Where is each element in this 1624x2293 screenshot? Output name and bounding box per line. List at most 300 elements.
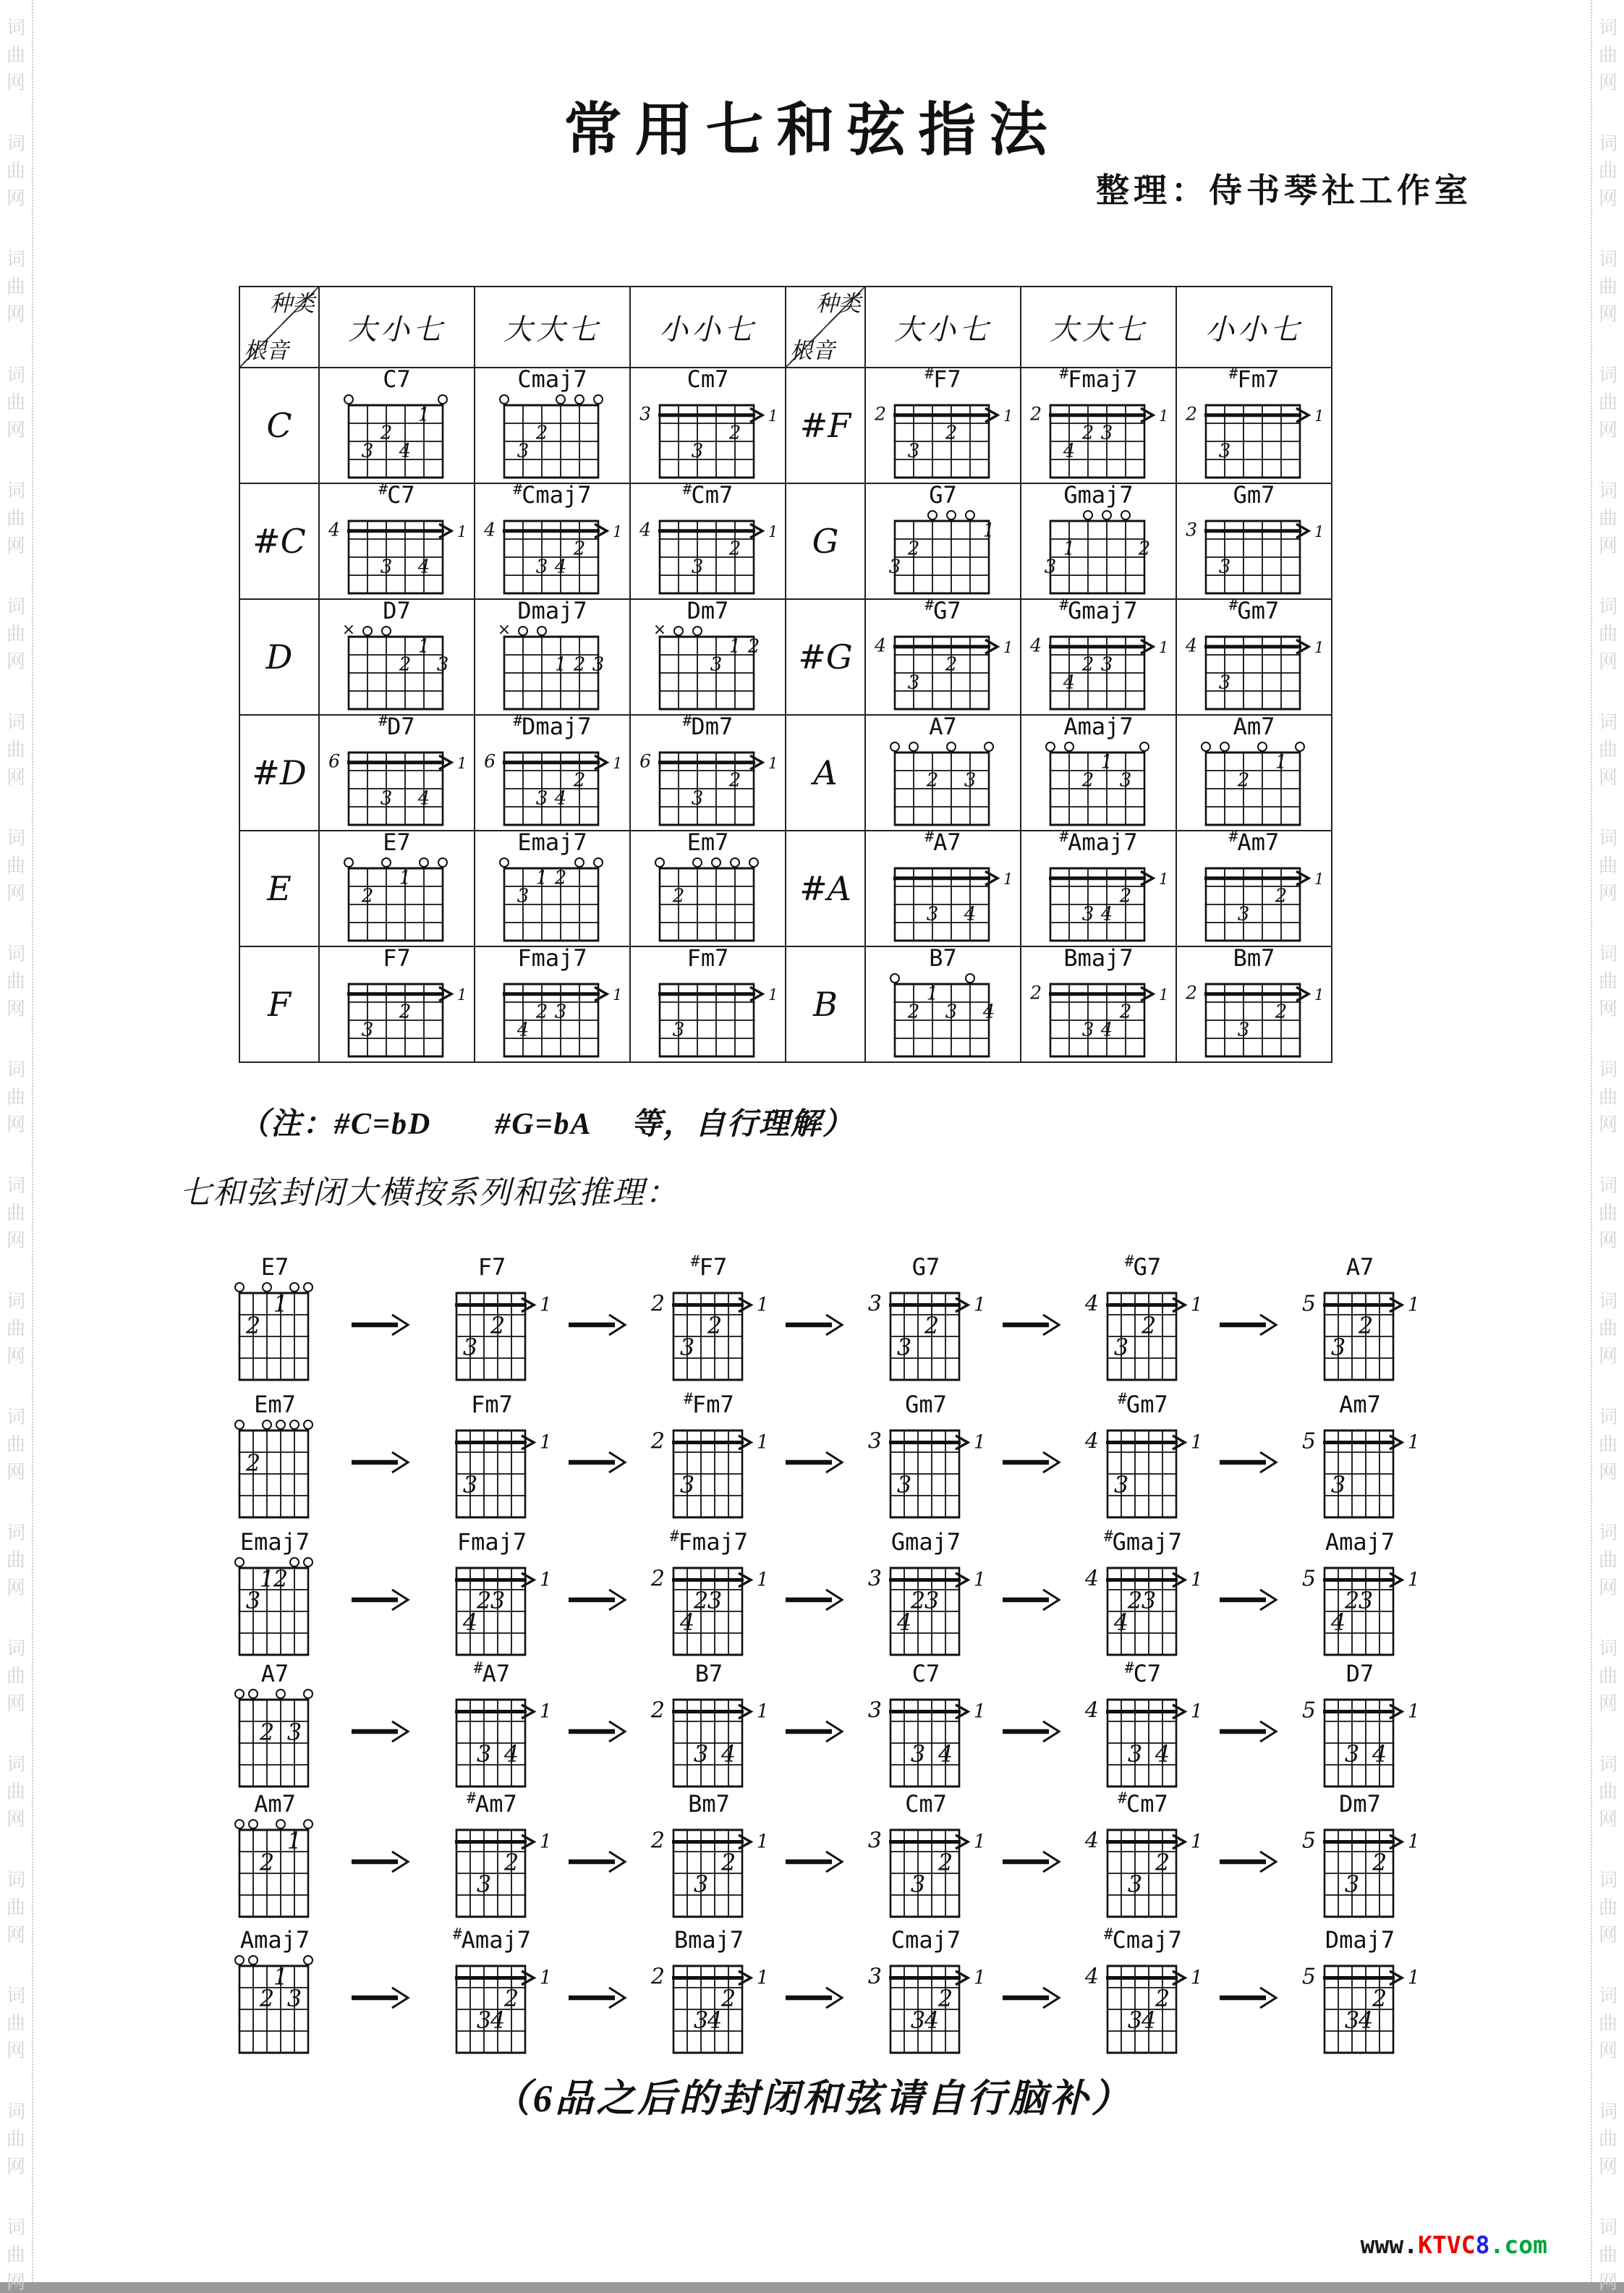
svg-text:1: 1	[1407, 1294, 1420, 1316]
chord-diagram	[475, 855, 630, 946]
edge-watermark-char: 网	[1598, 1693, 1617, 1714]
chord-block	[645, 1390, 774, 1523]
chord-cell	[320, 828, 475, 947]
chord-block	[1079, 1527, 1208, 1661]
chord-cell	[475, 828, 631, 947]
svg-text:2: 2	[650, 1828, 665, 1854]
chord-name: #Gmaj7	[1059, 596, 1138, 625]
edge-watermark-right	[1591, 0, 1624, 2293]
chord-cell	[1021, 713, 1177, 831]
edge-watermark-char: 曲	[6, 855, 25, 876]
edge-watermark-char: 曲	[6, 971, 25, 992]
series-arrow	[347, 1587, 420, 1613]
chord-name: Amaj7	[1325, 1528, 1395, 1556]
svg-text:3: 3	[926, 903, 938, 925]
svg-text:4: 4	[1029, 635, 1042, 656]
arrow-icon	[566, 1985, 635, 2011]
chord-block	[1021, 483, 1176, 599]
chord-diagram	[211, 1555, 340, 1661]
svg-text:1: 1	[1003, 407, 1013, 425]
table-corner-cell	[240, 287, 320, 368]
svg-text:1: 1	[1158, 986, 1168, 1004]
svg-text:1: 1	[539, 1831, 552, 1853]
edge-watermark-char: 曲	[6, 2129, 25, 2150]
svg-text:3: 3	[691, 440, 703, 462]
chord-name: #Gm7	[1228, 596, 1280, 625]
chord-cell	[1177, 481, 1332, 600]
svg-text:4: 4	[639, 519, 651, 541]
svg-text:4: 4	[554, 787, 566, 810]
svg-text:5: 5	[1301, 1828, 1316, 1854]
chord-diagram	[428, 1280, 557, 1386]
chord-diagram	[1177, 508, 1332, 599]
svg-text:3: 3	[1119, 769, 1131, 792]
chord-block	[320, 828, 475, 946]
sharp-sign: #	[1059, 365, 1069, 383]
svg-text:1: 1	[612, 754, 622, 772]
chord-diagram	[645, 1555, 774, 1661]
svg-text:1: 1	[768, 986, 778, 1004]
chord-block	[211, 1393, 340, 1523]
chord-name: Gm7	[1233, 481, 1275, 509]
svg-text:3: 3	[672, 1019, 684, 1041]
edge-watermark-char: 词	[6, 1407, 25, 1428]
chord-diagram	[1079, 1687, 1208, 1792]
chord-diagram	[645, 1817, 774, 1923]
svg-text:1: 1	[273, 1962, 288, 1991]
svg-text:2: 2	[1127, 1586, 1142, 1614]
edge-watermark-char: 网	[1598, 188, 1617, 209]
chord-diagram	[631, 392, 786, 483]
svg-text:3: 3	[380, 556, 392, 578]
svg-text:3: 3	[964, 769, 976, 792]
svg-text:3: 3	[516, 885, 529, 907]
edge-watermark-char: 网	[6, 2040, 25, 2061]
svg-text:3: 3	[1113, 1470, 1128, 1499]
chord-name: D7	[383, 597, 411, 625]
chord-block	[631, 480, 786, 599]
chord-diagram	[645, 1417, 774, 1523]
edge-watermark-char: 词	[1598, 1870, 1617, 1891]
chord-diagram	[475, 971, 630, 1062]
chord-block	[866, 483, 1021, 599]
edge-watermark-char: 曲	[1598, 1666, 1617, 1687]
arrow-icon	[783, 1312, 852, 1338]
svg-text:1: 1	[1190, 1831, 1203, 1853]
svg-text:3: 3	[476, 2006, 491, 2034]
chord-block	[1296, 1928, 1425, 2059]
chord-name: Fm7	[471, 1391, 513, 1418]
svg-text:3: 3	[907, 440, 919, 462]
chord-diagram	[320, 508, 475, 599]
chord-diagram	[320, 971, 475, 1062]
chord-block	[428, 1393, 557, 1523]
chord-name: B7	[694, 1660, 723, 1687]
svg-text:4: 4	[1063, 671, 1075, 694]
edge-watermark-char: 曲	[6, 1318, 25, 1339]
series-arrow	[1215, 1312, 1288, 1338]
chord-block	[1079, 1789, 1208, 1923]
edge-watermark-char: 网	[6, 304, 25, 325]
chord-cell	[631, 597, 786, 716]
series-chord	[203, 1792, 347, 1923]
svg-text:1: 1	[756, 1967, 769, 1989]
svg-text:2: 2	[1155, 1984, 1170, 2012]
svg-text:2: 2	[399, 653, 411, 676]
chord-cell	[866, 365, 1021, 484]
edge-watermark-char: 词	[6, 1059, 25, 1080]
edge-watermark-char: 词	[1598, 712, 1617, 733]
chord-block	[1079, 1925, 1208, 2059]
svg-text:4: 4	[417, 787, 430, 810]
svg-text:3: 3	[867, 1428, 882, 1454]
svg-text:3: 3	[679, 1333, 694, 1361]
svg-text:2: 2	[924, 1311, 939, 1339]
svg-text:4: 4	[874, 635, 886, 656]
svg-text:4: 4	[1084, 1828, 1099, 1854]
edge-watermark-char: 网	[6, 188, 25, 209]
sharp-sign: #	[1104, 1527, 1113, 1545]
chord-cell	[1021, 481, 1177, 600]
arrow-icon	[349, 1312, 418, 1338]
svg-text:3: 3	[1344, 1870, 1359, 1898]
chord-cell	[631, 365, 786, 484]
edge-watermark-char: 词	[6, 365, 25, 386]
svg-text:4: 4	[516, 1019, 529, 1041]
svg-text:5: 5	[1301, 1698, 1316, 1724]
series-arrow	[998, 1985, 1071, 2011]
svg-text:2: 2	[707, 1311, 722, 1339]
edge-watermark-char: 词	[6, 1985, 25, 2006]
sharp-sign: #	[1124, 1659, 1134, 1677]
chord-name: Fmaj7	[517, 944, 587, 972]
root-cell: #G	[786, 600, 866, 716]
sharp-sign: #	[684, 1390, 693, 1407]
series-chord	[420, 1530, 564, 1661]
series-arrow	[347, 1312, 420, 1338]
edge-watermark-char: 曲	[1598, 1897, 1617, 1918]
svg-text:2: 2	[259, 1848, 274, 1876]
svg-text:3: 3	[896, 1470, 911, 1499]
series-arrow	[1215, 1849, 1288, 1875]
svg-text:1: 1	[1003, 638, 1013, 656]
svg-text:1: 1	[1314, 522, 1324, 541]
svg-text:3: 3	[707, 1586, 722, 1614]
chord-block	[645, 1928, 774, 2059]
series-arrow	[1215, 1985, 1288, 2011]
arrow-icon	[1217, 1849, 1286, 1875]
watermark-segment: .com	[1489, 2231, 1547, 2259]
edge-watermark-char: 词	[1598, 1175, 1617, 1196]
svg-text:3: 3	[1081, 1019, 1094, 1041]
root-cell: #D	[240, 716, 320, 831]
svg-text:3: 3	[1237, 903, 1249, 925]
chord-block	[631, 828, 786, 946]
edge-watermark-char: 曲	[1598, 1550, 1617, 1571]
edge-watermark-char: 曲	[1598, 624, 1617, 645]
chord-block	[866, 715, 1021, 831]
chord-diagram	[475, 620, 630, 715]
svg-text:4: 4	[483, 519, 496, 541]
svg-text:1: 1	[535, 867, 548, 889]
chord-diagram	[645, 1953, 774, 2059]
chord-name: Cm7	[686, 365, 729, 394]
chord-cell	[475, 597, 631, 716]
svg-text:1: 1	[1003, 870, 1013, 888]
edge-watermark-char: 词	[6, 1291, 25, 1312]
chord-name: #F7	[690, 1253, 728, 1281]
svg-text:1: 1	[417, 635, 430, 658]
svg-text:2: 2	[1185, 403, 1197, 425]
chord-block	[1296, 1662, 1425, 1792]
svg-text:4: 4	[1185, 635, 1197, 656]
chord-diagram	[866, 508, 1021, 599]
svg-text:3: 3	[554, 1001, 566, 1023]
svg-text:4: 4	[964, 903, 976, 925]
svg-text:1: 1	[1407, 1431, 1420, 1454]
chord-diagram	[1021, 971, 1176, 1062]
edge-watermark-char: 曲	[1598, 508, 1617, 529]
chord-block	[1296, 1792, 1425, 1923]
sharp-sign: #	[1228, 828, 1238, 846]
svg-text:4: 4	[1141, 2006, 1156, 2034]
chord-diagram	[428, 1555, 557, 1661]
svg-text:2: 2	[573, 769, 585, 792]
chord-diagram	[862, 1417, 991, 1523]
arrow-icon	[783, 1718, 852, 1745]
chord-diagram	[866, 971, 1021, 1062]
chord-block	[1177, 828, 1332, 946]
svg-text:3: 3	[924, 1586, 939, 1614]
chord-name: #F7	[924, 365, 961, 394]
edge-watermark-char: 词	[1598, 1522, 1617, 1543]
chord-block	[475, 480, 630, 599]
edge-watermark-char: 词	[6, 249, 25, 270]
edge-watermark-char: 曲	[6, 1087, 25, 1108]
svg-text:2: 2	[938, 1984, 953, 2012]
series-arrow	[998, 1449, 1071, 1475]
svg-text:1: 1	[973, 1569, 986, 1591]
chord-block	[631, 599, 786, 715]
svg-text:4: 4	[1084, 1566, 1099, 1592]
chord-cell	[631, 480, 786, 600]
chord-name: Am7	[1339, 1391, 1381, 1418]
arrow-icon	[566, 1312, 635, 1338]
svg-text:3: 3	[867, 1698, 882, 1724]
edge-watermark-char: 网	[6, 767, 25, 788]
edge-watermark-char: 曲	[1598, 1434, 1617, 1455]
svg-text:2: 2	[1344, 1586, 1359, 1614]
svg-text:4: 4	[1084, 1291, 1099, 1317]
svg-text:1: 1	[756, 1700, 769, 1723]
series-chord	[420, 1255, 564, 1386]
root-cell: #C	[240, 484, 320, 600]
arrow-icon	[1217, 1985, 1286, 2011]
chord-block	[862, 1792, 991, 1923]
chord-block	[1021, 596, 1176, 715]
chord-diagram	[428, 1953, 557, 2059]
chord-diagram	[631, 971, 786, 1062]
series-arrow	[998, 1718, 1071, 1745]
edge-watermark-char: 网	[1598, 651, 1617, 672]
svg-text:2: 2	[874, 403, 886, 425]
svg-text:3: 3	[462, 1333, 477, 1361]
chord-diagram	[631, 620, 786, 715]
chord-block	[1177, 483, 1332, 599]
series-arrow	[347, 1449, 420, 1475]
svg-text:1: 1	[456, 986, 467, 1004]
byline: 整理：侍书琴社工作室	[1096, 171, 1472, 209]
svg-text:3: 3	[286, 1984, 302, 2012]
chord-block	[211, 1928, 340, 2059]
svg-text:4: 4	[938, 1739, 953, 1768]
edge-watermark-char: 网	[1598, 2272, 1617, 2293]
chord-cell	[866, 828, 1021, 947]
edge-watermark-char: 曲	[6, 508, 25, 529]
sharp-sign: #	[473, 1659, 483, 1677]
svg-text:2: 2	[399, 1001, 411, 1023]
svg-text:1: 1	[612, 522, 622, 541]
edge-watermark-char: 网	[6, 1577, 25, 1598]
svg-text:2: 2	[945, 653, 957, 676]
svg-text:3: 3	[1081, 903, 1094, 925]
chord-diagram	[211, 1953, 340, 2059]
svg-text:3: 3	[1127, 1739, 1142, 1768]
chord-cell	[320, 480, 475, 600]
series-chord	[420, 1789, 564, 1923]
svg-text:3: 3	[1330, 1333, 1345, 1361]
edge-watermark-char: 网	[6, 1230, 25, 1251]
chord-diagram	[1079, 1280, 1208, 1386]
series-arrow	[781, 1718, 854, 1745]
svg-text:2: 2	[1372, 1848, 1387, 1876]
edge-watermark-char: 词	[1598, 133, 1617, 154]
series-arrow	[998, 1587, 1071, 1613]
chord-block	[631, 712, 786, 831]
chord-cell	[631, 944, 786, 1063]
svg-text:2: 2	[361, 885, 373, 907]
series-chord	[1071, 1255, 1215, 1386]
sharp-sign: #	[670, 1527, 679, 1545]
chord-block	[211, 1792, 340, 1923]
series-chord	[637, 1255, 781, 1386]
chord-diagram	[1296, 1555, 1425, 1661]
svg-text:3: 3	[361, 440, 373, 462]
chord-diagram	[320, 392, 475, 483]
chord-block	[866, 596, 1021, 715]
edge-watermark-char: 词	[6, 1638, 25, 1659]
series-chord	[420, 1925, 564, 2059]
series-chord	[1288, 1792, 1432, 1923]
chord-diagram	[211, 1687, 340, 1792]
edge-watermark-char: 网	[1598, 420, 1617, 441]
svg-text:3: 3	[490, 1586, 505, 1614]
chord-name: #Am7	[467, 1789, 517, 1818]
chord-diagram	[866, 392, 1021, 483]
svg-text:2: 2	[490, 1311, 505, 1339]
edge-watermark-char: 网	[6, 1346, 25, 1367]
chord-name: #Fmaj7	[1059, 365, 1138, 394]
svg-text:2: 2	[273, 1564, 288, 1593]
edge-watermark-char: 曲	[6, 161, 25, 182]
svg-text:3: 3	[1218, 671, 1230, 694]
chord-block	[862, 1530, 991, 1661]
chord-cell	[866, 596, 1021, 716]
series-chord	[203, 1255, 347, 1386]
svg-text:1: 1	[539, 1569, 552, 1591]
svg-text:3: 3	[476, 1739, 491, 1768]
chord-name: #G7	[1124, 1253, 1162, 1281]
svg-text:1: 1	[1190, 1431, 1203, 1454]
edge-watermark-char: 曲	[6, 2013, 25, 2034]
svg-text:1: 1	[973, 1831, 986, 1853]
svg-text:3: 3	[380, 787, 392, 810]
svg-text:3: 3	[592, 653, 604, 676]
chord-name: #Cm7	[682, 480, 734, 509]
edge-watermark-char: 曲	[1598, 276, 1617, 297]
chord-diagram	[862, 1555, 991, 1661]
series-chord	[854, 1792, 998, 1923]
edge-watermark-char: 词	[6, 2101, 25, 2122]
chord-block	[475, 712, 630, 831]
svg-text:3: 3	[1141, 1586, 1156, 1614]
svg-text:4: 4	[417, 556, 430, 578]
svg-text:2: 2	[573, 538, 585, 560]
sharp-sign: #	[682, 712, 692, 730]
svg-text:1: 1	[1158, 638, 1168, 656]
edge-watermark-char: 词	[1598, 17, 1617, 38]
edge-watermark-char: 词	[1598, 828, 1617, 849]
svg-text:1: 1	[1158, 870, 1168, 888]
series-chord	[420, 1659, 564, 1792]
edge-watermark-char: 曲	[6, 739, 25, 760]
footer-note: （6品之后的封闭和弦请自行脑补）	[491, 2078, 1133, 2120]
chord-block	[475, 828, 630, 946]
series-arrow	[1215, 1587, 1288, 1613]
edge-watermark-char: 网	[6, 2272, 25, 2293]
svg-text:2: 2	[747, 635, 760, 658]
arrow-icon	[783, 1449, 852, 1475]
chord-block	[320, 480, 475, 599]
root-cell: F	[240, 947, 320, 1063]
svg-text:1: 1	[756, 1431, 769, 1454]
chord-name: Gm7	[905, 1391, 947, 1418]
svg-text:4: 4	[1330, 1608, 1345, 1636]
series-chord	[637, 1527, 781, 1661]
svg-text:1: 1	[539, 1294, 552, 1316]
chord-cell	[320, 597, 475, 716]
chord-cell	[475, 480, 631, 600]
svg-text:×: ×	[652, 620, 666, 639]
edge-watermark-char: 网	[6, 1693, 25, 1714]
series-arrow	[781, 1985, 854, 2011]
series-arrow	[564, 1849, 637, 1875]
chord-block	[475, 365, 630, 483]
edge-watermark-char: 词	[1598, 365, 1617, 386]
chord-block	[862, 1928, 991, 2059]
chord-diagram	[475, 392, 630, 483]
chord-name: Dmaj7	[517, 597, 587, 625]
svg-text:2: 2	[672, 885, 684, 907]
sharp-sign: #	[513, 712, 523, 730]
series-row	[203, 1390, 1432, 1523]
svg-text:1: 1	[1407, 1569, 1420, 1591]
series-chord	[1288, 1530, 1432, 1661]
edge-watermark-char: 曲	[6, 1897, 25, 1918]
chord-name: #A7	[924, 828, 961, 857]
chord-block	[631, 365, 786, 483]
svg-text:2: 2	[554, 867, 566, 889]
